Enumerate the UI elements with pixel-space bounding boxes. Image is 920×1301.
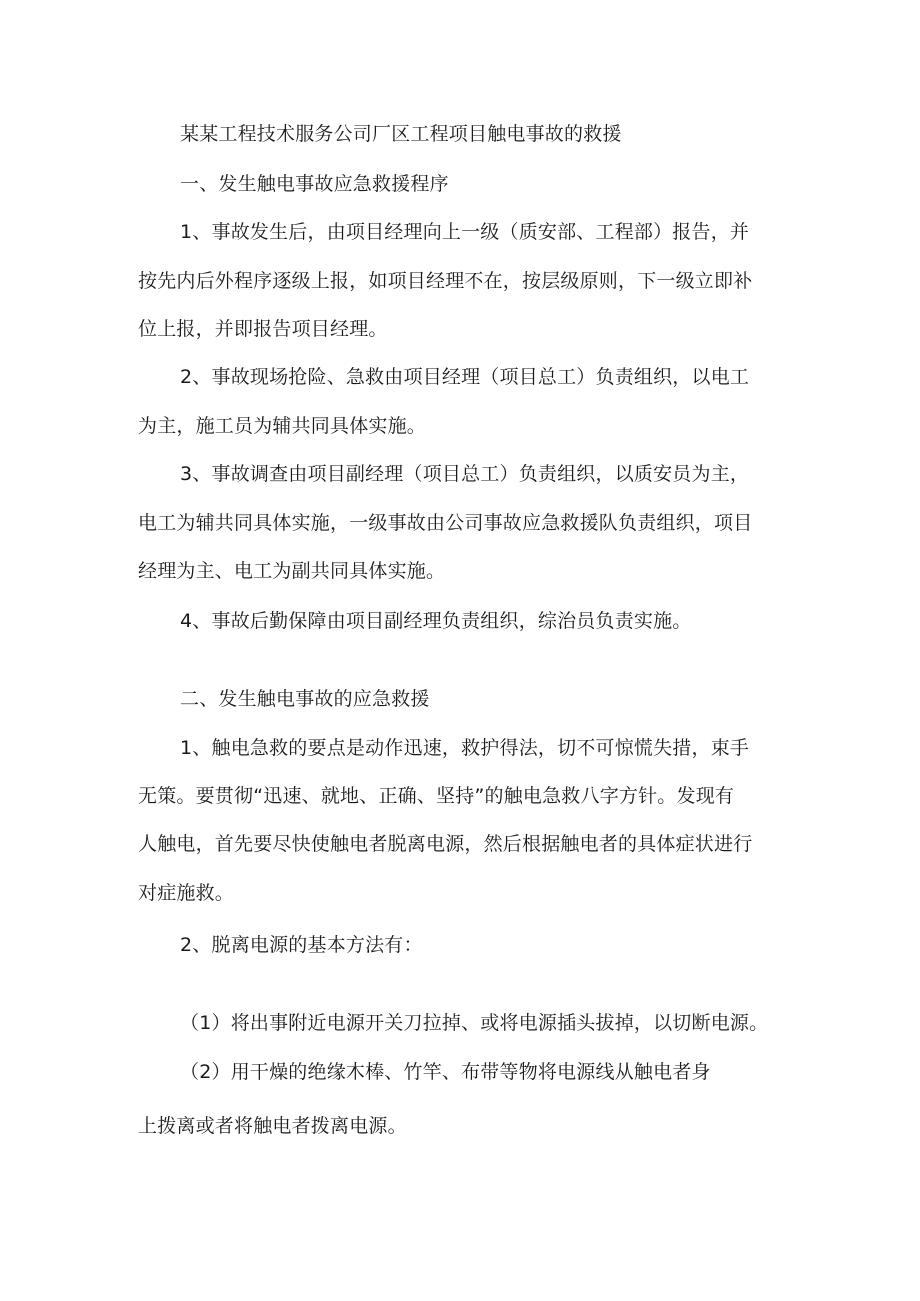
- s2-item1-line1: （1）将出事附近电源开关刀拉掉、或将电源插头拔掉，以切断电源。: [180, 1012, 769, 1034]
- s1-p3-line3: 经理为主、电工为副共同具体实施。: [138, 560, 446, 582]
- s2-p1-line2: 无策。要贯彻“迅速、就地、正确、坚持”的触电急救八字方针。发现有: [138, 785, 735, 807]
- section-2-heading: 二、发生触电事故的应急救援: [180, 688, 430, 710]
- s2-item2-line1: （2）用干燥的绝缘木棒、竹竿、布带等物将电源线从触电者身: [180, 1061, 711, 1083]
- s1-p2-line1: 2、事故现场抢险、急救由项目经理（项目总工）负责组织，以电工: [180, 366, 750, 388]
- s2-p2-line1: 2、脱离电源的基本方法有：: [180, 934, 423, 956]
- s1-p3-line1: 3、事故调查由项目副经理（项目总工）负责组织，以质安员为主，: [180, 463, 750, 485]
- s2-item2-line2: 上拨离或者将触电者拨离电源。: [138, 1115, 407, 1137]
- s1-p2-line2: 为主，施工员为辅共同具体实施。: [138, 415, 427, 437]
- s1-p4-line1: 4、事故后勤保障由项目副经理负责组织，综治员负责实施。: [180, 610, 692, 632]
- s2-p1-line4: 对症施救。: [138, 882, 235, 904]
- document-title: 某某工程技术服务公司厂区工程项目触电事故的救援: [180, 123, 622, 145]
- s1-p3-line2: 电工为辅共同具体实施，一级事故由公司事故应急救援队负责组织，项目: [138, 512, 753, 534]
- s1-p1-line2: 按先内后外程序逐级上报，如项目经理不在，按层级原则，下一级立即补: [138, 270, 753, 292]
- section-1-heading: 一、发生触电事故应急救援程序: [180, 173, 449, 195]
- s1-p1-line1: 1、事故发生后，由项目经理向上一级（质安部、工程部）报告，并: [180, 221, 750, 243]
- s2-p1-line3: 人触电，首先要尽快使触电者脱离电源，然后根据触电者的具体症状进行: [138, 833, 753, 855]
- s1-p1-line3: 位上报，并即报告项目经理。: [138, 318, 388, 340]
- s2-p1-line1: 1、触电急救的要点是动作迅速，救护得法，切不可惊慌失措，束手: [180, 737, 750, 759]
